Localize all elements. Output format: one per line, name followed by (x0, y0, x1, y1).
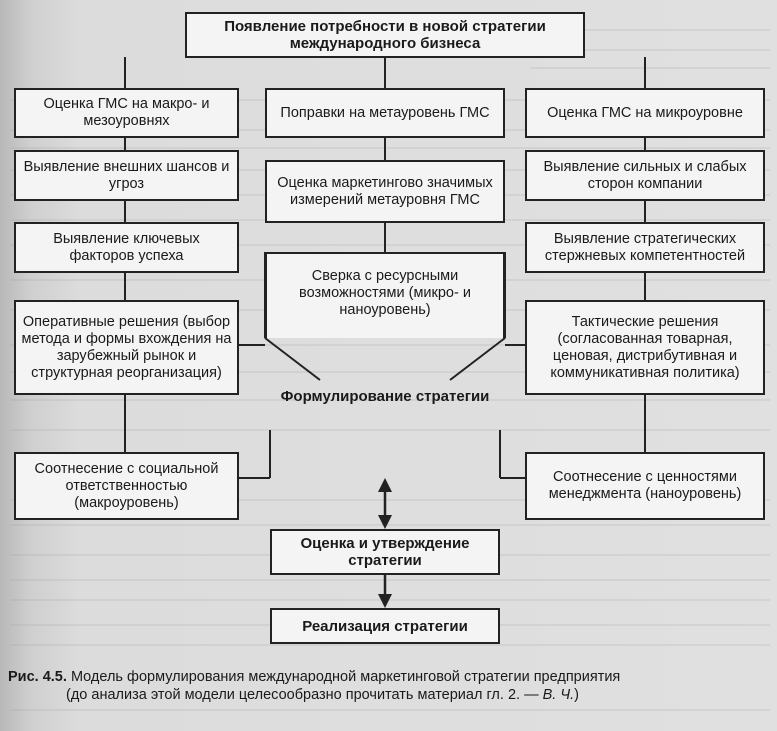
caption-author: В. Ч. (542, 687, 575, 703)
need-new-strategy-line2: международного бизнеса (289, 35, 481, 52)
caption-line1: Модель формулирования международной маркетинговой стратегии предприятия (70, 669, 621, 685)
left-box-social-responsibility (14, 452, 239, 520)
right-box-core-competencies (525, 222, 765, 273)
left-box-opportunities-threats-text: Выявление внешних шансов и угроз (23, 158, 230, 192)
center-box-meta-level-text: Поправки на метауровень ГМС (280, 104, 490, 121)
figure-caption (8, 668, 768, 704)
caption-line2-wrap (8, 686, 768, 704)
right-box-micro-level (525, 88, 765, 138)
implementation-box (270, 608, 500, 644)
evaluation-approval-text: Оценка и утверждение стратегии (300, 535, 470, 569)
evaluation-approval-box (270, 529, 500, 575)
right-box-tactical-decisions (525, 300, 765, 395)
need-new-strategy-line1: Появление потребности в новой стратегии (224, 18, 546, 35)
center-box-marketing-dimensions (265, 160, 505, 223)
figure-number: Рис. 4.5. (8, 669, 67, 685)
right-box-management-values-text: Соотнесение с ценностями менеджмента (наноуровень) (548, 469, 742, 502)
caption-line2: (до анализа этой модели целесообразно прочитать материал гл. 2. — (66, 687, 539, 703)
left-box-macro-meso (14, 88, 239, 138)
caption-close: ) (574, 687, 579, 703)
right-box-management-values (525, 452, 765, 520)
need-new-strategy-box (185, 12, 585, 58)
center-box-marketing-dimensions-text: Оценка маркетингово значимых измерений метауровня ГМС (277, 174, 493, 208)
left-box-operational-decisions (14, 300, 239, 395)
strategy-formulation-label: Формулирование стратегии (280, 388, 490, 405)
right-box-tactical-decisions-text: Тактические решения (согласованная товарная, ценовая, дистрибутивная и коммуникативная политика) (550, 313, 740, 381)
left-box-key-success-factors-text: Выявление ключевых факторов успеха (53, 230, 200, 264)
left-box-macro-meso-text: Оценка ГМС на макро- и мезоуровнях (43, 96, 210, 129)
left-box-social-responsibility-text: Соотнесение с социальной ответственностью (макроуровень) (34, 460, 219, 511)
right-box-strengths-weaknesses-text: Выявление сильных и слабых сторон компании (543, 158, 747, 192)
left-box-opportunities-threats (14, 150, 239, 201)
center-box-meta-level (265, 88, 505, 138)
right-box-core-competencies-text: Выявление стратегических стержневых компетентностей (544, 230, 746, 264)
left-box-operational-decisions-text: Оперативные решения (выбор метода и формы вхождения на зарубежный рынок и структурная реорганизация) (21, 313, 232, 381)
center-box-resource-check-text: Сверка с ресурсными возможностями (микро- и наноуровень) (299, 268, 471, 318)
center-box-resource-check (265, 252, 505, 338)
right-box-strengths-weaknesses (525, 150, 765, 201)
right-box-micro-level-text: Оценка ГМС на микроуровне (547, 104, 743, 121)
implementation-text: Реализация стратегии (302, 617, 468, 635)
left-box-key-success-factors (14, 222, 239, 273)
